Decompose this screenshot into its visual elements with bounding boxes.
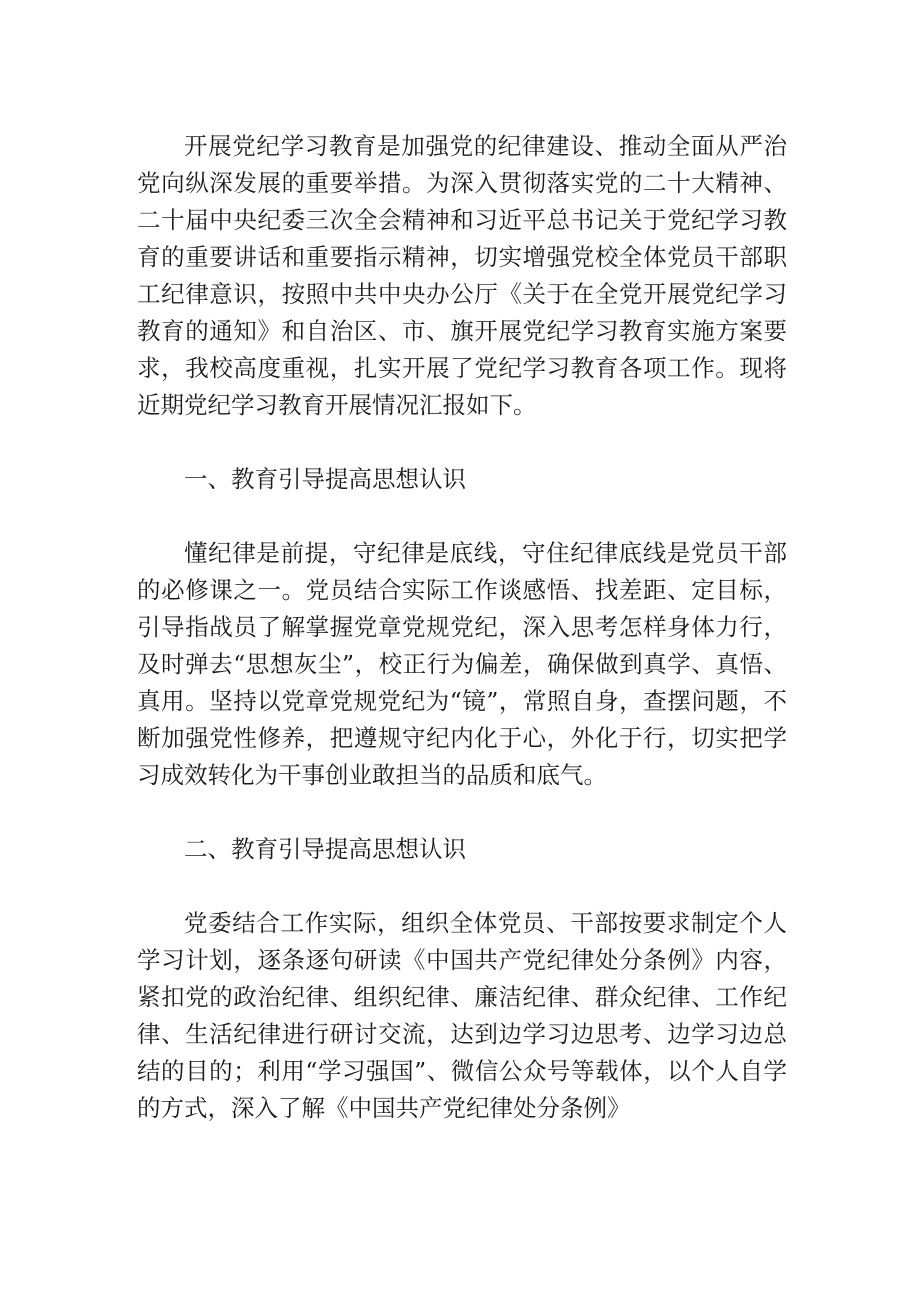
paragraph-spacer <box>137 868 787 905</box>
section-1-paragraph: 懂纪律是前提，守纪律是底线，守住纪律底线是党员干部的必修课之一。党员结合实际工作谈感悟、找差距、定目标，引导指战员了解掌握党章党规党纪，深入思考怎样身体力行，及时弹去“思想灰尘”，校正行为偏差，确保做到真学、真悟、真用。坚持以党章党规党纪为“镜”，常照自身，查摆问题，不断加强党性修养，把遵规守纪内化于心，外化于行，切实把学习成效转化为干事创业敢担当的品质和底气。 <box>137 539 787 789</box>
intro-paragraph: 开展党纪学习教育是加强党的纪律建设、推动全面从严治党向纵深发展的重要举措。为深入贯彻落实党的二十大精神、二十届中央纪委三次全会精神和习近平总书记关于党纪学习教育的重要讲话和重要指示精神，切实增强党校全体党员干部职工纪律意识，按照中共中央办公厅《关于在全党开展党纪学习教育的通知》和自治区、市、旗开展党纪学习教育实施方案要求，我校高度重视，扎实开展了党纪学习教育各项工作。现将近期党纪学习教育开展情况汇报如下。 <box>137 132 787 419</box>
paragraph-spacer <box>137 794 787 831</box>
paragraph-spacer <box>137 424 787 461</box>
document-body <box>137 128 787 1127</box>
section-heading-1: 一、教育引导提高思想认识 <box>184 465 466 493</box>
section-2-paragraph: 党委结合工作实际，组织全体党员、干部按要求制定个人学习计划，逐条逐句研读《中国共产党纪律处分条例》内容，紧扣党的政治纪律、组织纪律、廉洁纪律、群众纪律、工作纪律、生活纪律进行研讨交流，达到边学习边思考、边学习边总结的目的；利用“学习强国”、微信公众号等载体，以个人自学的方式，深入了解《中国共产党纪律处分条例》 <box>137 909 787 1122</box>
paragraph-spacer <box>137 498 787 535</box>
section-heading-2: 二、教育引导提高思想认识 <box>184 835 466 863</box>
